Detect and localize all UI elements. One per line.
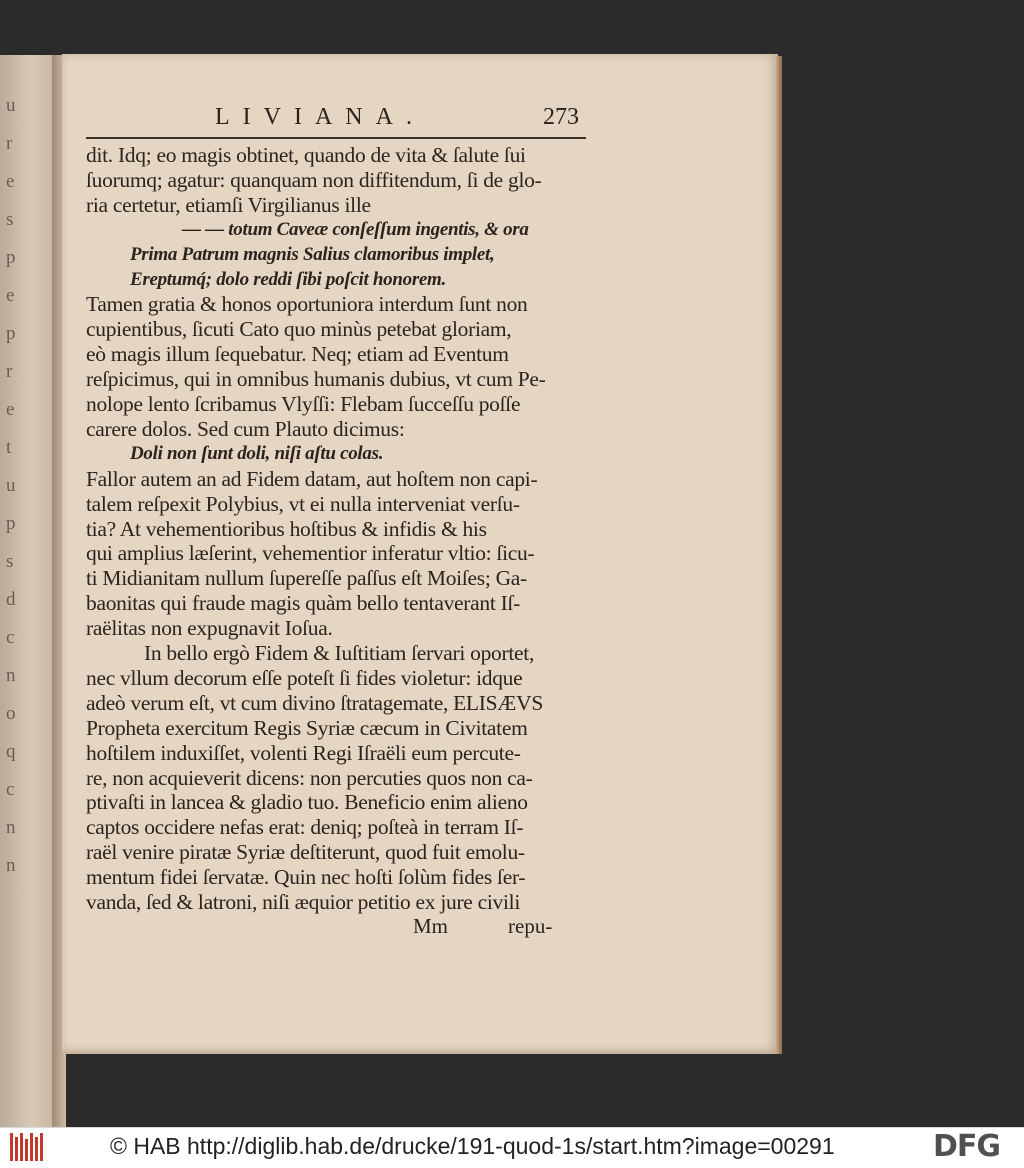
text-line: qui amplius læſerint, vehementior inferatur vltio: ſicu- <box>86 541 535 566</box>
text-line: mentum fidei ſervatæ. Quin nec hoſti ſolùm fides ſer- <box>86 865 526 890</box>
left-page-fragment: n <box>6 665 17 686</box>
left-page-fragment: t <box>6 437 13 458</box>
left-page-fragment: c <box>6 627 16 648</box>
text-line: re, non acquieverit dicens: non percuties quos non ca- <box>86 765 533 790</box>
text-line: hoſtilem induxiſſet, volenti Regi Iſraëli eum percute- <box>86 740 521 765</box>
text-line: — — totum Caveæ conſeſſum ingentis, & ora <box>182 218 529 240</box>
text-line: Tamen gratia & honos oportuniora interdum ſunt non <box>86 292 528 317</box>
text-line: Propheta exercitum Regis Syriæ cæcum in Civitatem <box>86 715 528 740</box>
left-page-fragment: n <box>6 817 17 838</box>
left-page-fragment: u <box>6 95 17 116</box>
text-line: baonitas qui fraude magis quàm bello tentaverant Iſ- <box>86 591 520 616</box>
catchword: repu- <box>508 914 553 938</box>
text-line: adeò verum eſt, vt cum divino ſtratagemate, ELISÆVS <box>86 690 543 715</box>
text-line: ti Midianitam nullum ſupereſſe paſſus eſt Moiſes; Ga- <box>86 566 527 591</box>
copyright-link[interactable]: © HAB http://diglib.hab.de/drucke/191-quod-1s/start.htm?image=00291 <box>110 1133 835 1159</box>
left-page-fragment: e <box>6 399 16 420</box>
text-line: ria certetur, etiamſi Virgilianus ille <box>86 192 371 217</box>
running-head: LIVIANA. <box>215 104 425 130</box>
left-page-edge <box>0 55 52 1127</box>
text-line: In bello ergò Fidem & Iuſtitiam ſervari oportet, <box>144 641 535 665</box>
left-page-fragment: p <box>6 247 17 268</box>
text-line: Ereptumq́; dolo reddi ſibi poſcit honorem. <box>130 268 446 290</box>
left-page-fragment: s <box>6 209 15 230</box>
left-page-fragment: o <box>6 703 17 724</box>
text-line: eò magis illum ſequebatur. Neq; etiam ad Eventum <box>86 342 509 367</box>
left-page-fragment: q <box>6 741 17 762</box>
left-page-fragment: n <box>6 855 17 876</box>
text-line: reſpicimus, qui in omnibus humanis dubius, vt cum Pe- <box>86 367 546 392</box>
text-line: Doli non ſunt doli, niſi aſtu colas. <box>130 442 384 464</box>
text-line: raëlitas non expugnavit Ioſua. <box>86 616 333 641</box>
text-line: tia? At vehementioribus hoſtibus & infidis & his <box>86 516 487 541</box>
text-line: Fallor autem an ad Fidem datam, aut hoſtem non capi- <box>86 466 538 491</box>
page-number: 273 <box>543 104 579 130</box>
text-line: vanda, ſed & latroni, niſi æquior petitio ex jure civili <box>86 890 521 914</box>
left-page-fragment: c <box>6 779 16 800</box>
left-page-fragment: d <box>6 589 17 610</box>
text-line: ſuorumq; agatur: quanquam non diffitendum, ſi de glo- <box>86 167 542 192</box>
left-page-fragment: p <box>6 513 17 534</box>
left-page-fragment: e <box>6 171 16 192</box>
text-line: captos occidere nefas erat: deniq; poſteà in terram Iſ- <box>86 815 524 840</box>
head-rule <box>86 137 586 139</box>
hab-logo-icon <box>8 1131 48 1163</box>
left-page-fragment: u <box>6 475 17 496</box>
text-line: carere dolos. Sed cum Plauto dicimus: <box>86 416 405 441</box>
left-page-fragment: r <box>6 361 14 382</box>
signature-mark: Mm <box>413 914 449 938</box>
text-line: nec vllum decorum eſſe poteſt ſi fides violetur: idque <box>86 665 523 690</box>
text-line: ptivaſti in lancea & gladio tuo. Beneficio enim alieno <box>86 790 528 815</box>
page-fore-edge <box>776 56 782 1054</box>
text-line: talem reſpexit Polybius, vt ei nulla interveniat verſu- <box>86 491 520 516</box>
text-line: cupientibus, ſicuti Cato quo minùs petebat gloriam, <box>86 317 512 342</box>
left-page-fragment: e <box>6 285 16 306</box>
left-page-fragment: p <box>6 323 17 344</box>
text-line: Prima Patrum magnis Salius clamoribus implet, <box>130 243 495 265</box>
left-page-fragment: s <box>6 551 15 572</box>
dfg-logo: DFG <box>933 1129 1001 1164</box>
text-line: nolope lento ſcribamus Vlyſſi: Flebam ſucceſſu poſſe <box>86 392 521 416</box>
text-line: dit. Idq; eo magis obtinet, quando de vita & ſalute ſui <box>86 143 526 167</box>
left-page-fragment: r <box>6 133 14 154</box>
text-line: raël venire piratæ Syriæ deſtiterunt, quod fuit emolu- <box>86 840 525 865</box>
